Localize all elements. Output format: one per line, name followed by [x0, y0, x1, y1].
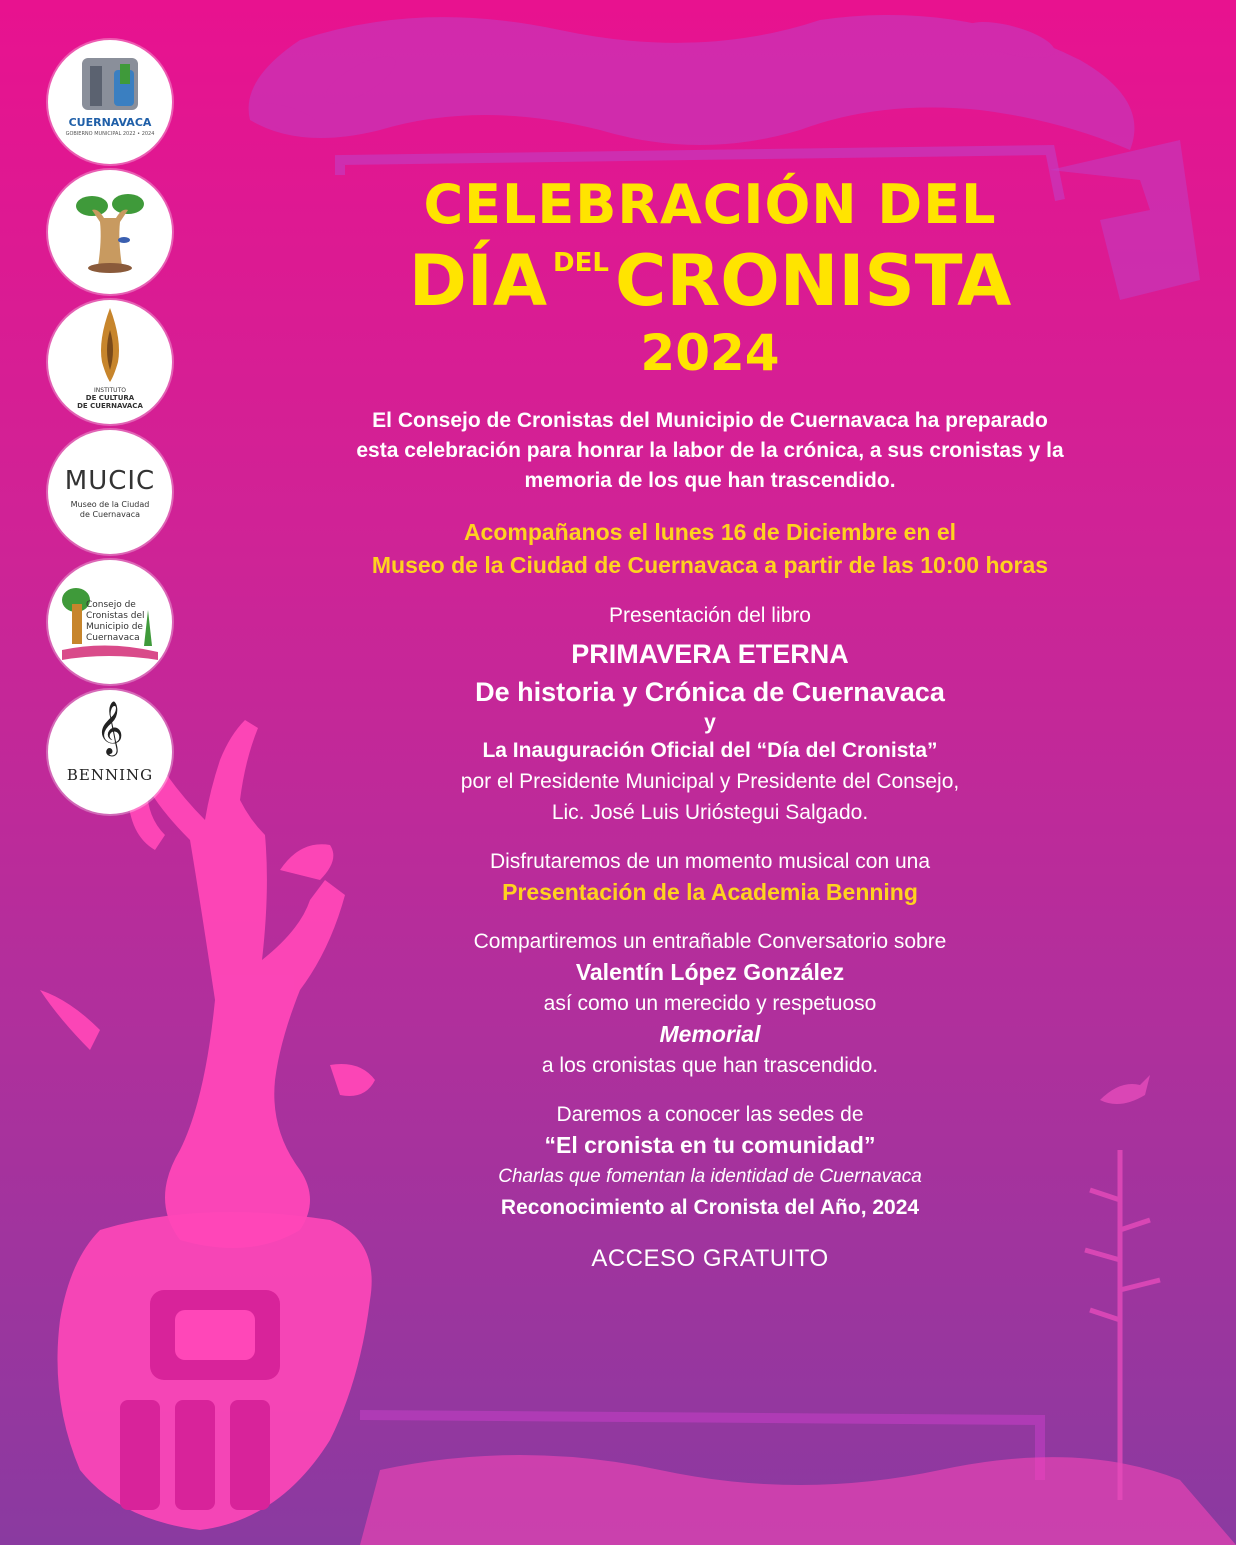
logo-column — [48, 40, 176, 820]
intro-line: El Consejo de Cronistas del Municipio de Cuernavaca ha preparado — [372, 409, 1048, 432]
mucic-line-1: Museo de la Ciudad — [70, 500, 150, 509]
access-label: ACCESO GRATUITO — [591, 1245, 829, 1272]
invite-line: Acompañanos el lunes 16 de Diciembre en el — [463, 519, 957, 545]
tree-icon — [48, 170, 172, 294]
venues-program: “El cronista en tu comunidad” — [544, 1132, 876, 1158]
intro-line: esta celebración para honrar la labor de la crónica, a sus cronistas y la — [356, 439, 1064, 462]
mucic-logo — [48, 430, 172, 554]
main-content — [210, 170, 1210, 1273]
venues-section — [210, 1099, 1210, 1223]
benning-logo-text: BENNING — [66, 766, 154, 784]
consejo-cronistas-logo — [48, 560, 172, 684]
music-highlight: Presentación de la Academia Benning — [502, 879, 918, 905]
title-del: DEL — [553, 248, 609, 278]
cuernavaca-emblem-icon — [48, 40, 172, 164]
talk-also: así como un merecido y respetuoso — [543, 992, 877, 1015]
cuernavaca-logo-sub: GOBIERNO MUNICIPAL 2022 • 2024 — [65, 131, 155, 137]
title-cronista: CRONISTA — [614, 240, 1012, 322]
talk-name: Valentín López González — [575, 959, 845, 985]
consejo-line-1: Consejo de — [86, 600, 136, 610]
consejo-line-2: Cronistas del — [86, 611, 145, 621]
mucic-line-2: de Cuernavaca — [79, 510, 141, 519]
book-presentation — [210, 600, 1210, 828]
instituto-line-2: DE CULTURA — [85, 394, 135, 402]
instituto-line-3: DE CUERNAVACA — [77, 402, 143, 410]
music-section — [210, 846, 1210, 908]
intro-line: memoria de los que han trascendido. — [524, 469, 896, 492]
consejo-line-4: Cuernavaca — [86, 633, 140, 643]
venues-line: Daremos a conocer las sedes de — [556, 1103, 864, 1126]
inauguration-by: por el Presidente Municipal y Presidente del Consejo, — [460, 770, 960, 793]
title-line-2 — [210, 240, 1210, 322]
talk-tail: a los cronistas que han trascendido. — [541, 1054, 879, 1077]
treble-clef-icon: 𝄞 — [96, 700, 124, 754]
instituto-line-1: INSTITUTO — [94, 387, 126, 394]
venues-desc: Charlas que fomentan la identidad de Cuernavaca — [498, 1166, 922, 1187]
book-title: PRIMAVERA ETERNA — [571, 639, 849, 669]
inauguration-name: Lic. José Luis Urióstegui Salgado. — [551, 801, 869, 824]
talk-section — [210, 926, 1210, 1081]
title-year: 2024 — [640, 324, 780, 382]
mucic-logo-text: MUCIC — [64, 466, 156, 496]
title-line-1: CELEBRACIÓN DEL — [423, 173, 997, 236]
book-and: y — [704, 711, 716, 734]
venues-award: Reconocimiento al Cronista del Año, 2024 — [500, 1196, 920, 1219]
benning-logo — [48, 690, 172, 814]
talk-memorial: Memorial — [659, 1021, 761, 1047]
invite-line: Museo de la Ciudad de Cuernavaca a partir de las 10:00 horas — [371, 552, 1049, 578]
tree-emblem-logo — [48, 170, 172, 294]
title-dia: DÍA — [408, 240, 548, 322]
music-line: Disfrutaremos de un momento musical con una — [489, 850, 931, 873]
book-subtitle: De historia y Crónica de Cuernavaca — [475, 677, 945, 707]
invitation — [210, 516, 1210, 582]
intro-paragraph — [210, 406, 1210, 496]
book-intro: Presentación del libro — [609, 604, 811, 627]
cuernavaca-logo — [48, 40, 172, 164]
talk-line: Compartiremos un entrañable Conversatorio sobre — [473, 930, 947, 953]
instituto-cultura-logo — [48, 300, 172, 424]
consejo-line-3: Municipio de — [86, 622, 143, 632]
cuernavaca-logo-text: CUERNAVACA — [68, 116, 152, 129]
inauguration-line: La Inauguración Oficial del “Día del Cronista” — [482, 739, 938, 762]
